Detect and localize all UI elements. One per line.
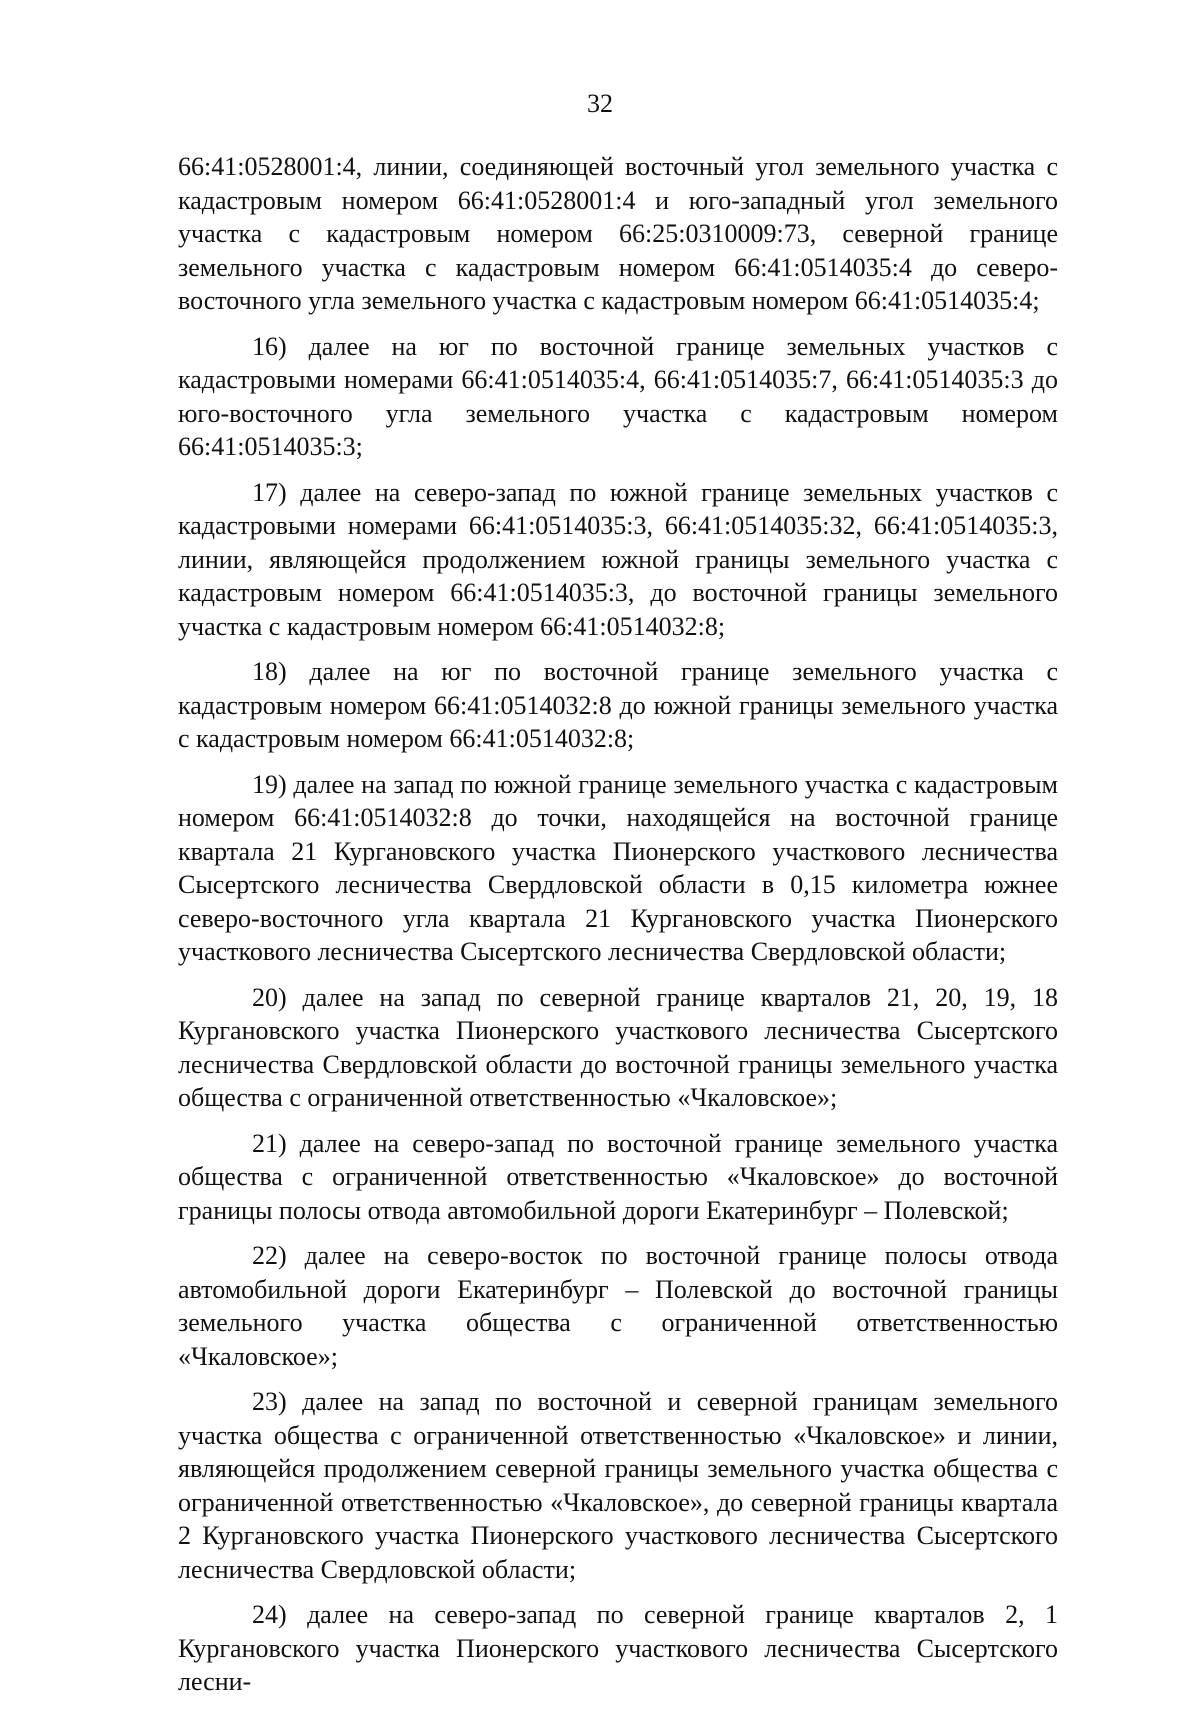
paragraph-item-18: 18) далее на юг по восточной границе земельного участка с кадастровым номером 66:41:0514032:8 до южной границы земельного участка с кадастровым номером 66:41:0514032:8; bbox=[178, 657, 1058, 753]
paragraph-item-20: 20) далее на запад по северной границе кварталов 21, 20, 19, 18 Кургановского участка Пионерского участкового лесничества Сысертского лесничества Свердловской области до восточной границы земельного участка общества с ограниченной ответственностью «Чкаловское»; bbox=[178, 982, 1058, 1112]
paragraph-item-17: 17) далее на северо-запад по южной границе земельных участков с кадастровыми номерами 66:41:0514035:3, 66:41:0514035:32, 66:41:0514035:3, линии, являющейся продолжением южной границы земельного участка с кадастровым номером 66:41:0514035:3, до восточной границы земельного участка с кадастровым номером 66:41:0514032:8; bbox=[178, 477, 1058, 641]
paragraph-item-21: 21) далее на северо-запад по восточной границе земельного участка общества с ограниченной ответственностью «Чкаловское» до восточной границы полосы отвода автомобильной дороги Екатеринбург – Полевской; bbox=[178, 1128, 1058, 1225]
paragraph-item-24: 24) далее на северо-запад по северной границе кварталов 2, 1 Кургановского участка Пионерского участкового лесничества Сысертского лесни- bbox=[178, 1600, 1058, 1696]
paragraph-continuation: 66:41:0528001:4, линии, соединяющей восточный угол земельного участка с кадастровым номером 66:41:0528001:4 и юго-западный угол земельного участка с кадастровым номером 66:25:0310009:73, северной границе земельного участка с кадастровым номером 66:41:0514035:4 до северо-восточного угла земельного участка с кадастровым номером 66:41:0514035:4; bbox=[178, 152, 1058, 315]
paragraph-item-23: 23) далее на запад по восточной и северной границам земельного участка общества с ограниченной ответственностью «Чкаловское» и линии, являющейся продолжением северной границы земельного участка общества с ограниченной ответственностью «Чкаловское», до северной границы квартала 2 Кургановского участка Пионерского участкового лесничества Сысертского лесничества Свердловской области; bbox=[178, 1387, 1058, 1584]
paragraph-item-22: 22) далее на северо-восток по восточной границе полосы отвода автомобильной дороги Екатеринбург – Полевской до восточной границы земельного участка общества с ограниченной ответственностью «Чкаловское»; bbox=[178, 1241, 1058, 1371]
paragraph-item-19: 19) далее на запад по южной границе земельного участка с кадастровым номером 66:41:0514032:8 до точки, находящейся на восточной границе квартала 21 Кургановского участка Пионерского участкового лесничества Сысертского лесничества Свердловской области в 0,15 километра южнее северо-восточного угла квартала 21 Кургановского участка Пионерского участкового лесничества Сысертского лесничества Свердловской области; bbox=[178, 769, 1058, 966]
document-body bbox=[178, 150, 1058, 1711]
paragraph-item-16: 16) далее на юг по восточной границе земельных участков с кадастровыми номерами 66:41:0514035:4, 66:41:0514035:7, 66:41:0514035:3 до юго-восточного угла земельного участка с кадастровым номером 66:41:0514035:3; bbox=[178, 331, 1058, 461]
page-number: 32 bbox=[587, 89, 613, 118]
